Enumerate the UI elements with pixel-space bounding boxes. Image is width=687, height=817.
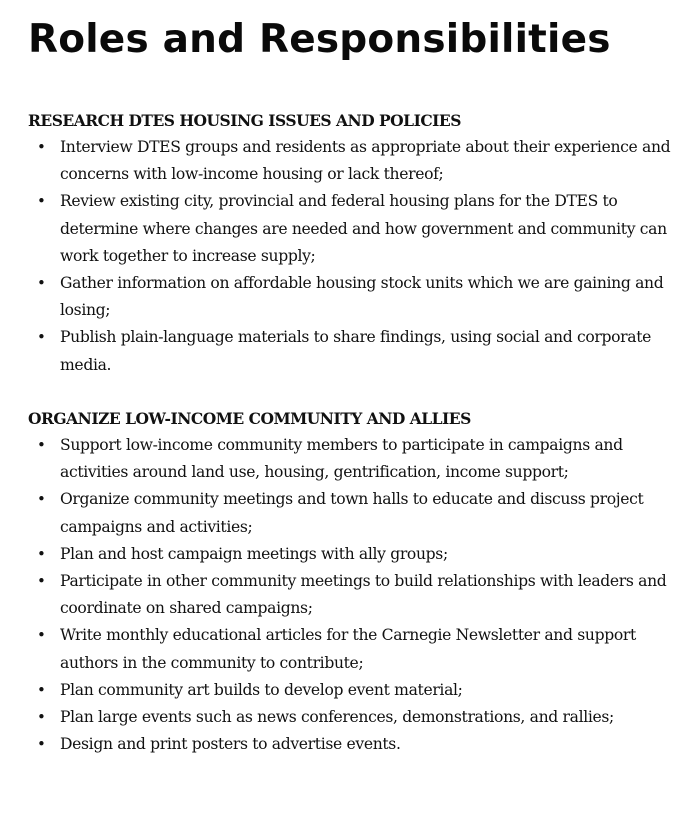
list-item-text: Organize community meetings and town halls to educate and discuss project campaigns and activities; xyxy=(60,490,644,536)
list-item xyxy=(28,432,678,486)
section-heading: RESEARCH DTES HOUSING ISSUES AND POLICIES xyxy=(28,111,461,130)
bullet-icon: • xyxy=(37,274,46,293)
bullet-icon: • xyxy=(37,572,46,591)
list-item xyxy=(28,188,678,270)
list-item xyxy=(28,324,678,378)
list-item-text: Plan community art builds to develop event material; xyxy=(60,680,463,699)
list-item-text: Support low-income community members to participate in campaigns and activities around land use, housing, gentrification, income support; xyxy=(60,436,623,482)
bullet-list xyxy=(28,432,678,758)
list-item-text: Publish plain-language materials to share findings, using social and corporate media. xyxy=(60,328,651,374)
list-item-text: Plan and host campaign meetings with ally groups; xyxy=(60,544,448,563)
bullet-icon: • xyxy=(37,735,46,754)
page-title: Roles and Responsibilities xyxy=(28,17,611,62)
section-research xyxy=(28,107,678,379)
bullet-icon: • xyxy=(37,138,46,156)
list-item xyxy=(28,731,678,758)
bullet-list xyxy=(28,134,678,379)
list-item xyxy=(28,486,678,540)
bullet-icon: • xyxy=(37,436,46,454)
bullet-icon: • xyxy=(37,192,46,211)
bullet-icon: • xyxy=(37,328,46,347)
list-item xyxy=(28,270,678,324)
list-item xyxy=(28,704,678,731)
list-item-text: Review existing city, provincial and federal housing plans for the DTES to determine where changes are needed and how government and community can work together to increase supply; xyxy=(60,192,667,265)
list-item xyxy=(28,568,678,622)
list-item-text: Plan large events such as news conferences, demonstrations, and rallies; xyxy=(60,708,614,727)
bullet-icon: • xyxy=(37,544,46,563)
bullet-icon: • xyxy=(37,680,46,699)
bullet-icon: • xyxy=(37,490,46,509)
section-heading: ORGANIZE LOW-INCOME COMMUNITY AND ALLIES xyxy=(28,409,471,428)
list-item-text: Design and print posters to advertise events. xyxy=(60,735,401,754)
list-item-text: Interview DTES groups and residents as appropriate about their experience and concerns with low-income housing or lack thereof; xyxy=(60,138,671,184)
list-item-text: Write monthly educational articles for the Carnegie Newsletter and support authors in the community to contribute; xyxy=(60,626,636,672)
list-item xyxy=(28,541,678,568)
list-item xyxy=(28,677,678,704)
section-organize xyxy=(28,405,678,758)
bullet-icon: • xyxy=(37,626,46,645)
list-item xyxy=(28,622,678,676)
list-item-text: Participate in other community meetings to build relationships with leaders and coordinate on shared campaigns; xyxy=(60,572,667,618)
bullet-icon: • xyxy=(37,708,46,727)
list-item-text: Gather information on affordable housing stock units which we are gaining and losing; xyxy=(60,274,664,320)
list-item xyxy=(28,134,678,188)
